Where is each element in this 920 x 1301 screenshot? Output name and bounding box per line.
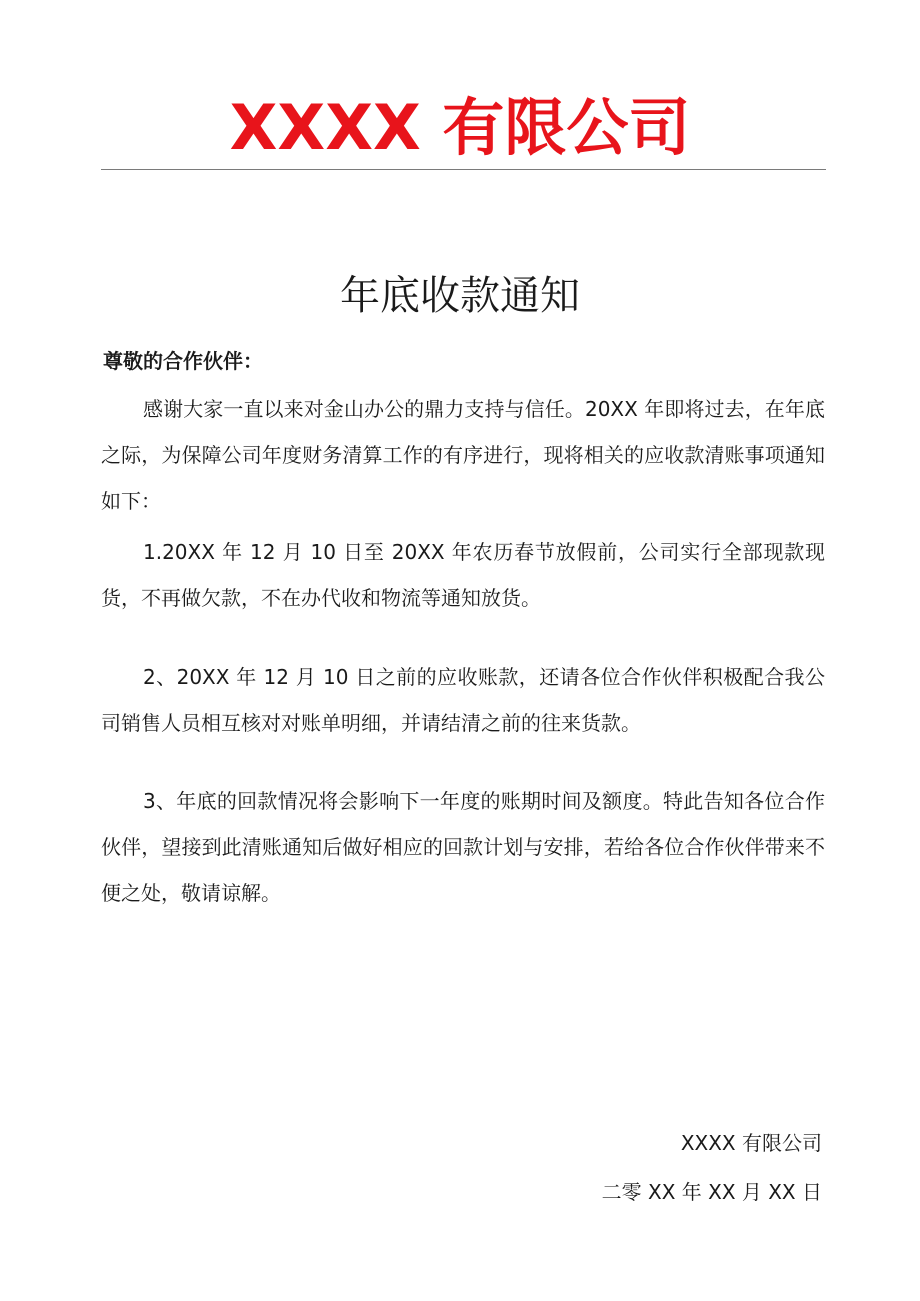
notice-item-3: 3、年底的回款情况将会影响下一年度的账期时间及额度。特此告知各位合作伙伴，望接到此清账通知后做好相应的回款计划与安排，若给各位合作伙伴带来不便之处，敬请谅解。: [101, 789, 825, 905]
intro-paragraph: 感谢大家一直以来对金山办公的鼎力支持与信任。20XX 年即将过去，在年底之际，为保障公司年度财务清算工作的有序进行，现将相关的应收款清账事项通知如下：: [101, 397, 825, 513]
signature-company: XXXX 有限公司: [680, 1131, 822, 1155]
notice-item-2: 2、20XX 年 12 月 10 日之前的应收账款，还请各位合作伙伴积极配合我公司销售人员相互核对对账单明细，并请结清之前的往来货款。: [101, 665, 825, 735]
company-header-title: XXXX 有限公司: [229, 91, 691, 164]
header-divider: [101, 169, 826, 170]
salutation: 尊敬的合作伙伴：: [103, 349, 263, 373]
notice-title: 年底收款通知: [340, 273, 580, 319]
signature-date: 二零 XX 年 XX 月 XX 日: [601, 1180, 822, 1204]
notice-item-1: 1.20XX 年 12 月 10 日至 20XX 年农历春节放假前，公司实行全部现款现货，不再做欠款，不在办代收和物流等通知放货。: [101, 540, 825, 610]
